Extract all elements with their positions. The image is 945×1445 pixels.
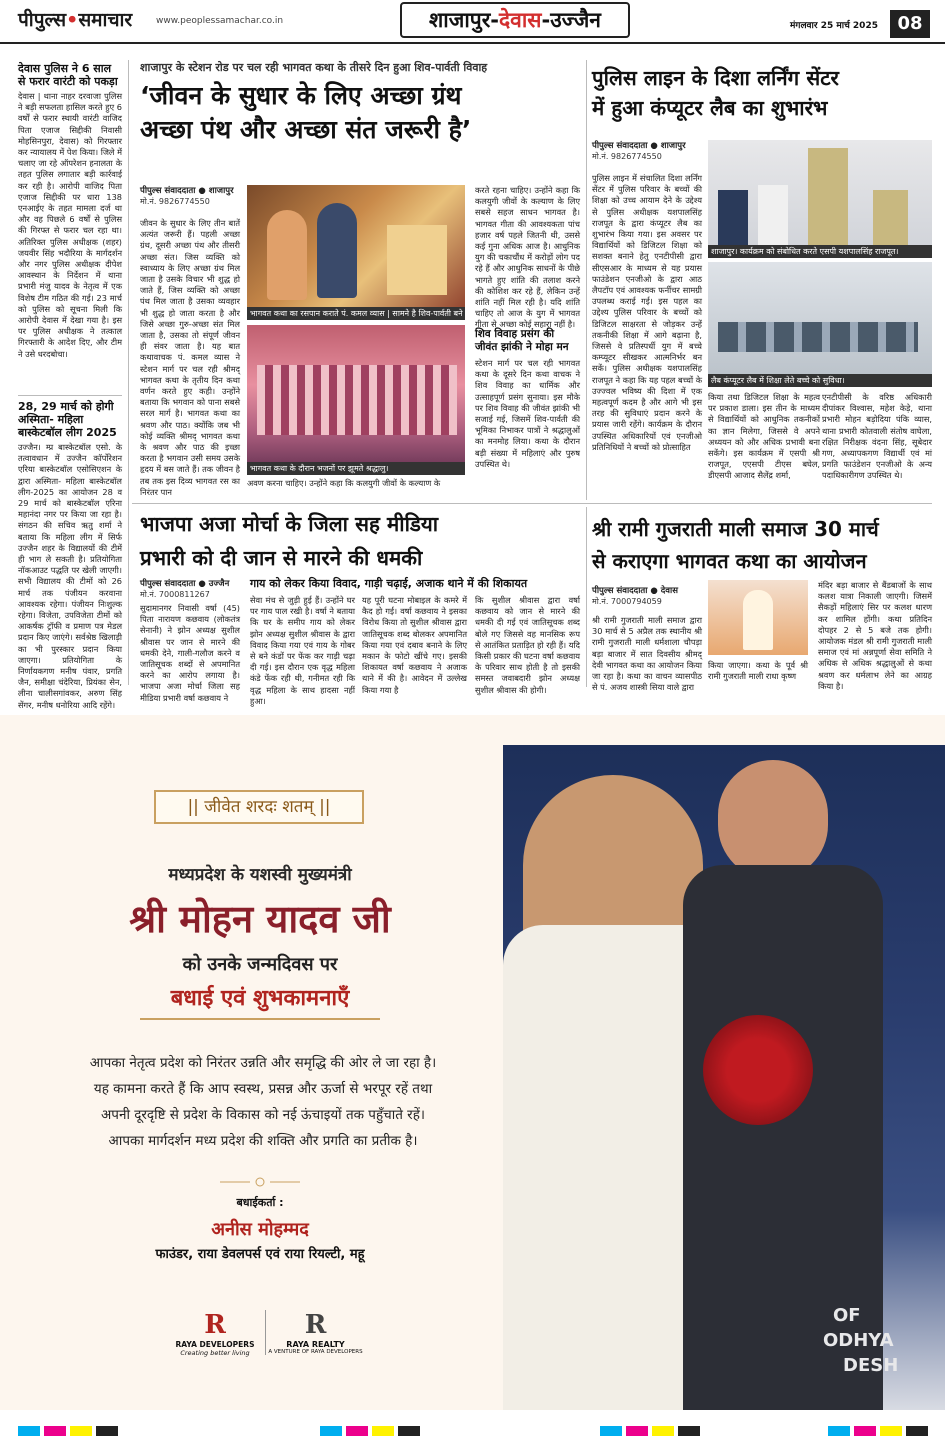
story3-subheadline: गाय को लेकर किया विवाद, गाड़ी चढ़ाई, अजाक थाने में की शिकायत <box>250 577 528 590</box>
stage-text-1: OF <box>833 1305 861 1326</box>
katha-stage-photo <box>247 185 494 320</box>
story3-text-1: सुदामानगर निवासी वर्षा (45) पिता नारायण कछवाय (लोकतंत्र सेनानी) ने झोन अध्यक्ष सुशील श्रीवास पर जान से मारने की धमकी देने, गाली-गलौज करने व जातिसूचक शब्दों से अपमानित करने का आरोप लगाया है। भाजपा अजा मोर्चा जिला सह मीडिया प्रभारी वर्षा कछवाय ने <box>140 603 240 703</box>
story4-text-2: किया जाएगा। कथा के पूर्व श्री रामी गुजराती माली राधा कृष्ण <box>708 660 808 682</box>
website-url[interactable]: www.peoplessamachar.co.in <box>156 16 284 26</box>
story2-text-3: एनटीपीसी के वरिष्ठ अधिकारी दीपांकर विश्वास, महेश केड़े, थाना प्रभारी मोहन बड़ोदिया पंकि व्यास, थाना प्रभारी कोतवाली संतोष वाघेला, रक्षित निरीक्षक वंदना सिंह, सूबेदार गण, अध्यापकगण विद्यार्थी एवं मां प्रगति फाउंडेशन एनजीओ के अन्य पदाधिकारीगण उपस्थित थे। <box>822 392 932 481</box>
greeter-label: बधाईकर्ता : <box>236 1196 284 1209</box>
story3-headline: भाजपा अजा मोर्चा के जिला सह मीडिया प्रभारी को दी जान से मारने की धमकी <box>140 512 439 570</box>
raya-developers-logo[interactable]: R RAYA DEVELOPERS Creating better living <box>170 1310 260 1357</box>
stage-text-2: ODHYA <box>823 1330 894 1351</box>
story3-byline-block: पीपुल्स संवाददाता ● उज्जैन मो.नं. 7000811267 <box>140 579 230 599</box>
greeter-name: अनीस मोहम्मद <box>211 1219 309 1240</box>
story1-text-left: जीवन के सुधार के लिए तीन बातें अत्यंत जरूरी हैं। पहली अच्छा ग्रंथ, दूसरी अच्छा पंथ और तीसरी अच्छा संत। जिस व्यक्ति को स्वाध्याय के लिए अच्छा ग्रंथ मिल जाता है उसके विचार भी शुद्ध हो जाते हैं, जिस व्यक्ति को अच्छा पंथ मिल जाता है उसका व्यवहार भी शुद्ध हो जाता करता है और जिसे अच्छा गुरु-अच्छा संत मिल जाता है, उसका तो संपूर्ण जीवन ही संवर जाता है। यह बात कथावाचक पं. कमल व्यास ने स्टेशन मार्ग पर चल रही श्रीमद् भागवत कथा के तृतीय दिन कथा वर्णन करते हुए कही। उन्होंने बताया कि भगवान को पाना सबसे सरल मार्ग है। भागवत कथा का श्रवण और पाठ। क्योंकि जब भी कोई व्यक्ति श्रीमद् भागवत कथा के श्रवण और पाठ की इच्छा करता है भगवान उसी समय उसके हृदय में बस जाते हैं। तक जीवन है तब तक इस दिव्य भागवत रस का निरंतर पान <box>140 218 240 497</box>
photo-caption-1: भागवत कथा का रसपान कराते पं. कमल व्यास | सामने है शिव-पार्वती बने कलाकार। <box>247 307 465 320</box>
r-logo-icon: R <box>204 1310 226 1340</box>
devotees-photo <box>247 325 465 475</box>
story1-text-mid: करते रहना चाहिए। उन्होंने कहा कि कलयुगी जीवों के कल्याण के लिए सबसे सहज साधन भागवत है। भागवत गीता की आवश्यकता पांच हजार वर्ष पहले जितनी थी, उससे कई गुना अधिक आज है। आधुनिक युग की चकाचौंध में करोड़ों लोग पद रहे हैं और आधुनिक साधनों के पीछे भागते हुए शांति की तलाश करने की कोशिश कर रहे हैं, लेकिन उन्हें शांति नहीं मिल रही है। यदि शांति चाहिए तो आज के युग में भागवत गीता से अच्छा कोई सहारा नहीं है। <box>475 185 580 330</box>
ad-message: आपका नेतृत्व प्रदेश को निरंतर उन्नति और समृद्धि की ओर ले जा रहा है। यह कामना करते हैं कि आप स्वस्थ, प्रसन्न और ऊर्जा से भरपूर रहें तथा अपनी दूरदृष्टि से प्रदेश के विकास को नई ऊंचाइयों तक पहुँचाते रहें। आपका मार्गदर्शन मध्य प्रदेश की शक्ति और प्रगति का प्रतीक है। <box>89 1055 437 1149</box>
rr-logo-icon: R <box>304 1310 327 1340</box>
story3-text-4: कि सुशील श्रीवास द्वारा वर्षा कछवाय को जान से मारने की धमकी दी गई एवं जातिसूचक शब्द बोले गए जिससे वह मानसिक रूप से आतंकित प्रताड़ित हो रही हैं। यदि किसी प्रकार की घटना वर्षा कछवाय के परिवार साथ होती है तो इसकी समस्त जवाबदारी झोन अध्यक्ष सुशील श्रीवास की होगी। <box>475 595 580 695</box>
story1-kicker: शाजापुर के स्टेशन रोड पर चल रही भागवत कथा के तीसरे दिन हुआ शिव-पार्वती विवाह <box>140 61 488 74</box>
brief-headline-1: देवास पुलिस ने 6 साल से फरार वारंटी को पकड़ा <box>18 62 118 88</box>
kathavachak-photo <box>708 580 808 655</box>
story4-byline-block: पीपुल्स संवाददाता ● देवास मो.नं. 7000794059 <box>592 586 678 606</box>
computer-lab-photo <box>708 262 932 387</box>
greeting-line: बधाई एवं शुभकामनाएँ <box>170 986 350 1011</box>
story1-text-sub: स्टेशन मार्ग पर चल रही भागवत कथा के दूसरे दिन कथा वाचक ने शिव विवाह का धार्मिक और उत्साहपूर्ण प्रसंग सुनाया। इस मौके पर शिव विवाह की जीवंत झांकी भी सजाई गई, जिसमें शिव-पार्वती की भूमिका निभाकर पात्रों ने श्रद्धालुओं का मनमोह लिया। कथा के दौरान बड़ी संख्या में महिलाएं और पुरुष उपस्थित थे। <box>475 358 580 469</box>
photo-caption-3: शाजापुर। कार्यक्रम को संबोधित करते एसपी यशपालसिंह राजपूत। <box>708 245 932 258</box>
page-number: 08 <box>890 10 930 38</box>
brief-text-2: उज्जैन। म्प्र बास्केटबॉल एसो. के तत्वावधान में उज्जैन कॉर्पोरेशन एरिया बास्केटबॉल एसोसिएशन के द्वारा अस्मिता- महिला बास्केटबॉल लीग-2025 का आयोजन 28 व 29 मार्च को बास्केटबॉल एरिना महानंदा नगर पर किया जा रहा है। संगठन की सचिव ऋतु शर्मा ने बताया कि महिला लीग में सिर्फ उज्जैन शहर के विद्यालयों की टीमें ही भाग ले सकती है। प्रतियोगिता नॉकआउट पद्धति पर खेली जाएगी। सभी विद्यालय की टीमों को 26 मार्च तक पंजीयन करवाना आवश्यक रहेगा। पंजीयन निःशुल्क रहेगा। विजेता, उपविजेता टीमों को आकर्षक ट्रॉफी व प्रमाण पत्र मेडल प्रदान किए जाएंगे। सर्वश्रेष्ठ खिलाड़ी का भी पुरस्कार प्रदान किया जाएगा। प्रतियोगिता के निर्णायकगण मनीष पंवार, प्रगति जैन, समीक्षा चंदेरिया, प्रियंका सेन, लीना चालीसगांवकर, अरुण सिंह सेंगर, मनीष धनोरिया आदि रहेंगे। <box>18 442 122 710</box>
stage-text-3: DESH <box>843 1355 899 1376</box>
photo-caption-4: लैब कंप्यूटर लैब में शिक्षा लेते बच्चे को सुविधा। <box>708 374 932 387</box>
story1-text-bottom: अवण करना चाहिए। उन्होंने कहा कि कलयुगी जीवों के कल्याण के <box>247 478 441 488</box>
print-registration-strip <box>0 1420 945 1445</box>
brief-news-column <box>18 62 122 732</box>
cm-name: श्री मोहन यादव जी <box>129 896 391 941</box>
story-bhagwat-katha <box>140 60 580 147</box>
story4-text-3: मंदिर बड़ा बाजार से बैंडबाजों के साथ कलश यात्रा निकाली जाएगी। जिसमें सैकड़ों महिलाएं सिर पर कलश धारण कर शामिल होंगी। कथा प्रतिदिन दोपहर 2 से 5 बजे तक होगी। आयोजक मंडल श्री रामी गुजराती माली समाज एवं मां अन्नपूर्णा सेवा समिति ने अधिक से अधिक श्रद्धालुओं से कथा श्रवण कर धर्मलाभ लेने का आग्रह किया है। <box>818 580 932 691</box>
story2-text-2: किया तथा डिजिटल शिक्षा के महत्व पर प्रकाश डाला। इस तीन के माध्यम से विद्यार्थियों को आधुनिक तकनीकों का ज्ञान मिलेगा, जिससे वे अपने अध्ययन को और अधिक प्रभावी बना सकेंगे। इस कार्यक्रम में एसपी श्री राजपूत, एएसपी टीएस बघेल, डीएसपी आजाद सैलेंद्र शर्मा, <box>708 392 820 481</box>
story3-text-3: यह पूरी घटना मोबाइल के कमरे में कैद हो गई। वर्षा कछवाय ने इसका विरोध किया तो सुशील श्रीवास द्वारा जातिसूचक शब्द बोलकर अपमानित किया गया एवं दबाव बनाने के लिए मकान के फोटो खींचे गए। इसकी शिकायत वर्षा कछवाय ने अजाक थाने में की है। आवेदन में उल्लेख किया गया है <box>362 595 467 695</box>
photo-caption-2: भागवत कथा के दौरान भजनों पर झूमते श्रद्धालु। <box>247 462 465 475</box>
greeter-designation: फाउंडर, राया डेवलपर्स एवं राया रियल्टी, महू <box>155 1247 365 1262</box>
story1-byline-block: पीपुल्स संवाददाता ● शाजापुर मो.नं. 9826774550 <box>140 186 234 206</box>
story2-text-1: पुलिस लाइन में संचालित दिशा लर्निंग सेंटर में पुलिस परिवार के बच्चों की शिक्षा को उच्च आयाम देने के उद्देश्य से पुलिस अधीक्षक यशपालसिंह राजपूत के द्वारा कंप्यूटर लैब का शुभारंभ किया गया। इस अवसर पर विद्यार्थियों को डिजिटल शिक्षा को सशक्त बनाने हेतु एनटीपीसी द्वारा सीएसआर के माध्यम से यह प्रयास फाउंडेशन एनजीओ के द्वारा आठ लैपटॉप एवं आवश्यक फर्नीचर सामग्री उपलब्ध कराई गई। इस पहल का उद्देश्य पुलिस परिवार के बच्चों को डिजिटल साक्षरता से जोड़कर उन्हें तकनीकी शिक्षा में आगे बढ़ाना है, जिससे वे प्रतिस्पर्धी युग में बच्चे कम्प्यूटर सीखकर आत्मनिर्भर बन सकें। पुलिस अधीक्षक यशपालसिंह राजपूत ने कहा कि यह पहल बच्चों के उज्ज्वल भविष्य की दिशा में एक महत्वपूर्ण कदम है और आगे भी इस तरह की सुविधाएं प्रदान करने के प्रयास जारी रहेंगे। कार्यक्रम के दौरान उपस्थित अधिकारियों एवं एनजीओ प्रतिनिधियों ने बच्चों को प्रोत्साहित <box>592 173 702 452</box>
story4-headline: श्री रामी गुजराती माली समाज 30 मार्च से कराएगा भागवत कथा का आयोजन <box>592 517 879 573</box>
sp-speech-photo <box>708 140 932 258</box>
ornament-icon <box>220 1175 300 1189</box>
brief-text-1: देवास | थाना नाहर दरवाजा पुलिस ने बड़ी सफलता हासिल करते हुए 6 वर्षों से फरार स्थायी वारंटी वाजिद पिता एजाज सिद्दीकी निवासी मोहसिनपुरा, देवास) को गिरफ्तार कर न्यायालय में पेश किया। जिले में चलाए जा रहे ऑपरेशन हनालता के तहत पुलिस लगातार बड़ी कार्रवाई कर रही है। आरोपी वाजिद पिता एजाज सिद्दीकी पर धारा 138 एनआईए के तहत मामला दर्ज था और वह पिछले 6 वर्षों से पुलिस की गिरफ्त से फरार चल रहा था। अतिरिक्त पुलिस अधीक्षक (शहर) जयवीर सिंह भदौरिया के मार्गदर्शन और नगर पुलिस अधीक्षक दीपेश आवस्थान के निर्देशन में थाना प्रभारी मंजु यादव के नेतृत्व में एक विशेष टीम गठित की गई। 23 मार्च को पुलिस को सूचना मिली कि आरोपी देवास में देखा गया है। इस पर पुलिस अधीक्षक ने तत्काल गिरफ्तारी के आदेश दिए, और टीम ने उसे धरदबोचा। <box>18 91 122 359</box>
issue-date: मंगलवार 25 मार्च 2025 <box>790 21 878 31</box>
cm-greeting-photo <box>503 745 945 1410</box>
sanskrit-blessing: || जीवेत शरदः शतम् || <box>154 790 364 824</box>
edition-title: शाजापुर-देवास-उज्जैन <box>400 2 630 38</box>
birthday-line: को उनके जन्मदिवस पर <box>182 954 338 975</box>
story4-text-1: श्री रामी गुजराती माली समाज द्वारा 30 मार्च से 5 अप्रैल तक स्थानीय श्री रामी गुजराती माली धर्मशाला चौपड़ा बड़ा बाजार में सात दिवसीय श्रीमद् देवी भागवत कथा का आयोजन किया जा रहा है। कथा का वाचन व्यासपीठ से पं. अजय शास्त्री सिया वाले द्वारा <box>592 615 702 693</box>
raya-realty-logo[interactable]: R RAYA REALTY A VENTURE OF RAYA DEVELOPERS <box>265 1310 365 1355</box>
newspaper-logo[interactable]: पीपुल्स•समाचार <box>18 9 133 31</box>
divider <box>140 1018 380 1020</box>
story1-subheadline: शिव विवाह प्रसंग की जीवंत झांकी ने मोहा मन <box>475 328 569 353</box>
story3-text-2: सेवा मंच से जुड़ी हुई हैं। उन्होंने घर पर गाय पाल रखी है। वर्षा ने बताया कि घर के समीप गाय को लेकर झोन अध्यक्ष सुशील श्रीवास के द्वारा विवाद किया गया एवं गाय के गोबर से बने कंडों पर फेंक कर गाड़ी चढ़ा दी गई। इस दौरान एक वृद्ध महिला कंडे फेंक रही थी, गनीमत रही कि वृद्ध महिला के साथ हादसा नहीं हुआ। <box>250 595 355 706</box>
story1-headline: ‘जीवन के सुधार के लिए अच्छा ग्रंथ अच्छा पंथ और अच्छा संत जरूरी है’ <box>140 81 472 144</box>
cm-title: मध्यप्रदेश के यशस्वी मुख्यमंत्री <box>168 865 352 885</box>
masthead <box>0 0 945 44</box>
story2-byline-block: पीपुल्स संवाददाता ● शाजापुर मो.नं. 9826774550 <box>592 141 686 161</box>
story2-headline: पुलिस लाइन के दिशा लर्निंग सेंटर में हुआ कंप्यूटर लैब का शुभारंभ <box>592 66 839 120</box>
brief-headline-2: 28, 29 मार्च को होगी अस्मिता- महिला बास्केटबॉल लीग 2025 <box>18 400 117 439</box>
